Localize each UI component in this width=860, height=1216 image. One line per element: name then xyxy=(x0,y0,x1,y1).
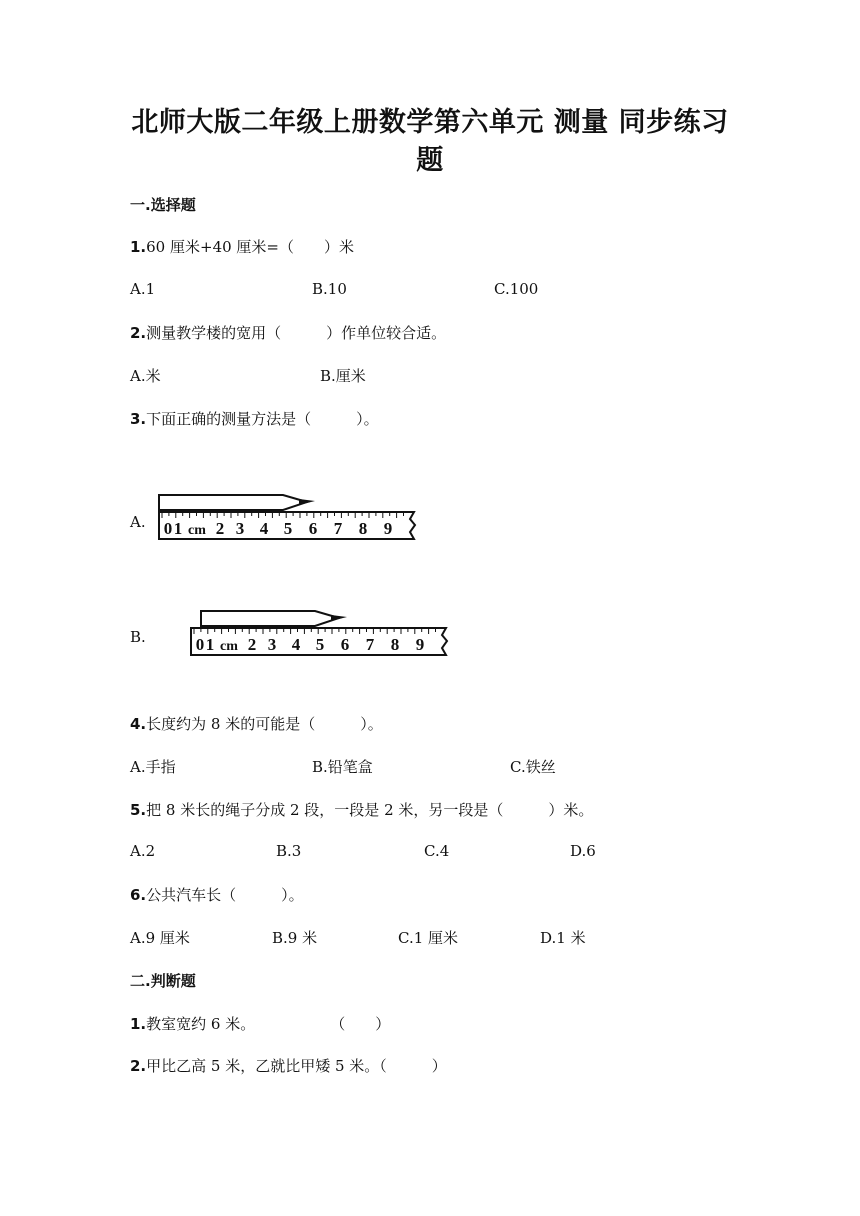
ruler-label: 7 xyxy=(365,635,375,654)
ruler-label: 0 xyxy=(163,519,173,538)
option-b: B.9 米 xyxy=(272,929,318,947)
option-c: C.100 xyxy=(494,280,539,298)
ruler-label: cm xyxy=(188,523,206,538)
option-b: B.3 xyxy=(276,842,302,860)
option-a: A.2 xyxy=(130,842,156,860)
question-2 xyxy=(130,322,446,343)
option-a: A.9 厘米 xyxy=(130,929,190,947)
ruler-label: 5 xyxy=(283,519,293,538)
judge-question-2 xyxy=(130,1055,447,1076)
option-a: A. xyxy=(130,513,146,531)
option-b: B.铅笔盒 xyxy=(312,758,373,776)
question-text: 60 厘米+40 厘米=（ ）米 xyxy=(146,238,354,256)
ruler-label: 7 xyxy=(333,519,343,538)
ruler-label: 5 xyxy=(315,635,325,654)
option-c: C.1 厘米 xyxy=(398,929,459,947)
ruler-label: 1 xyxy=(173,519,183,538)
question-text: 下面正确的测量方法是（ ）。 xyxy=(146,410,379,428)
title-line-1: 北师大版二年级上册数学第六单元 测量 同步练习 xyxy=(131,107,729,138)
option-b: B.10 xyxy=(312,280,347,298)
question-number: 5. xyxy=(130,801,147,819)
question-1 xyxy=(130,236,354,257)
question-number: 1. xyxy=(130,1015,147,1033)
ruler-label: 0 xyxy=(195,635,205,654)
ruler-label: 4 xyxy=(291,635,301,654)
ruler-label: 8 xyxy=(390,635,400,654)
question-number: 6. xyxy=(130,886,147,904)
pencil xyxy=(159,495,307,510)
pencil-tip xyxy=(299,499,315,505)
option-c: C.4 xyxy=(424,842,450,860)
question-text: 公共汽车长（ ）。 xyxy=(146,886,304,904)
ruler-label: 9 xyxy=(383,519,393,538)
ruler-label: 6 xyxy=(340,635,350,654)
question-number: 4. xyxy=(130,715,147,733)
option-d: D.6 xyxy=(570,842,596,860)
section-heading-judge: 二.判断题 xyxy=(130,972,196,990)
ruler-label: 3 xyxy=(267,635,277,654)
pencil-tip xyxy=(331,615,347,621)
question-number: 2. xyxy=(130,324,147,342)
ruler-label: 2 xyxy=(247,635,257,654)
ruler-label: 4 xyxy=(259,519,269,538)
question-text: 长度约为 8 米的可能是（ ）。 xyxy=(146,715,383,733)
ruler-label: 3 xyxy=(235,519,245,538)
ruler-label: 1 xyxy=(205,635,215,654)
question-4 xyxy=(130,713,383,734)
section-heading-choice: 一.选择题 xyxy=(130,196,196,214)
ruler-label: 6 xyxy=(308,519,318,538)
ruler-label: cm xyxy=(220,639,238,654)
option-b: B.厘米 xyxy=(320,367,366,385)
ruler-label: 9 xyxy=(415,635,425,654)
question-number: 1. xyxy=(130,238,147,256)
option-d: D.1 米 xyxy=(540,929,586,947)
ruler-label: 8 xyxy=(358,519,368,538)
question-number: 2. xyxy=(130,1057,147,1075)
ruler-pencil-figure-b xyxy=(188,608,454,660)
page-title xyxy=(120,104,740,180)
ruler-label: 2 xyxy=(215,519,225,538)
option-b: B. xyxy=(130,628,146,646)
ruler-pencil-figure-a xyxy=(156,492,422,544)
question-text: 甲比乙高 5 米，乙就比甲矮 5 米。（ ） xyxy=(146,1057,447,1075)
pencil xyxy=(201,611,339,626)
question-number: 3. xyxy=(130,410,147,428)
option-c: C.铁丝 xyxy=(510,758,556,776)
title-line-2: 题 xyxy=(416,145,444,176)
option-a: A.1 xyxy=(130,280,156,298)
judge-question-1 xyxy=(130,1013,390,1034)
question-3 xyxy=(130,408,379,429)
question-text: 教室宽约 6 米。 （ ） xyxy=(146,1015,391,1033)
question-6 xyxy=(130,884,304,905)
question-text: 把 8 米长的绳子分成 2 段，一段是 2 米，另一段是（ ）米。 xyxy=(146,801,594,819)
question-text: 测量教学楼的宽用（ ）作单位较合适。 xyxy=(146,324,447,342)
option-a: A.米 xyxy=(130,367,161,385)
question-5 xyxy=(130,799,593,820)
option-a: A.手指 xyxy=(130,758,176,776)
